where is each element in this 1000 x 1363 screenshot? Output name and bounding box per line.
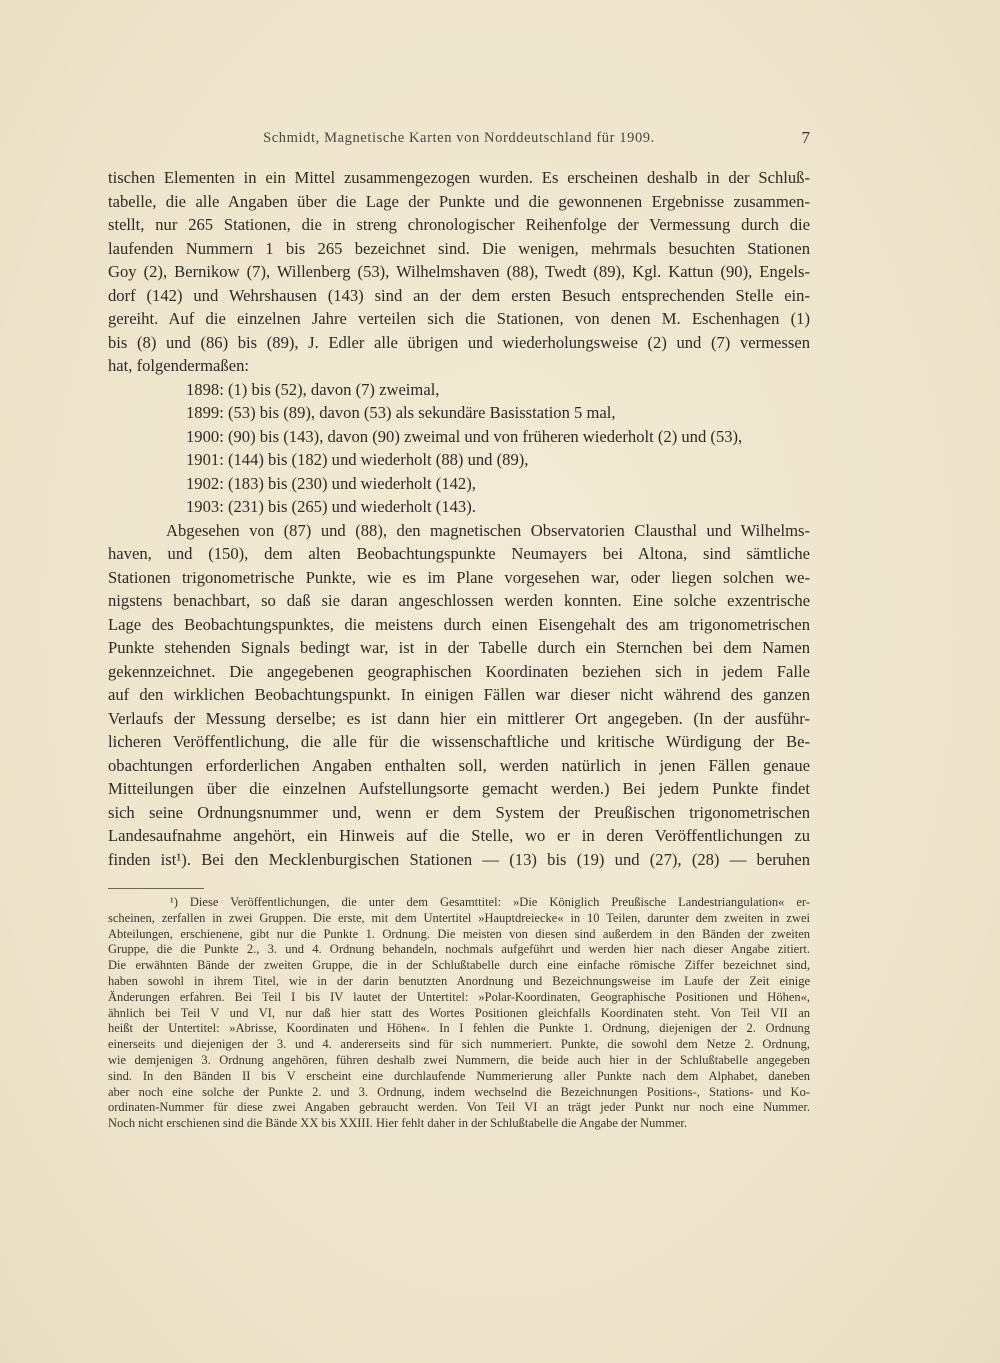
year-list-item: 1898: (1) bis (52), davon (7) zweimal, xyxy=(186,379,440,399)
running-header xyxy=(108,130,810,154)
text-line: Stationen trigonometrische Punkte, wie es im Plane vorgesehen war, oder liegen solchen we- xyxy=(108,567,810,587)
footnote-line: Gruppe, die die Punkte 2., 3. und 4. Ordnung behandeln, nochmals aufgeführt und werden hier nach dieser Angabe zitiert. xyxy=(108,942,810,957)
body-text xyxy=(108,166,810,871)
page-number: 7 xyxy=(801,128,810,147)
text-line: Lage des Beobachtungspunktes, die meistens durch einen Eisengehalt des am trigonometrischen xyxy=(108,614,810,634)
footnote-line: haben sowohl in ihrem Titel, wie in der darin benutzten Anordnung und Bezeichnungsweise im Laufe der Zeit einige xyxy=(108,973,810,988)
year-list-item: 1902: (183) bis (230) und wiederholt (142), xyxy=(186,473,476,493)
footnote-line: Die erwähnten Bände der zweiten Gruppe, die in der Schlußtabelle durch eine einfache römische Ziffer bezeichnet sind, xyxy=(108,958,810,973)
footnote-line: scheinen, zerfallen in zwei Gruppen. Die erste, mit dem Untertitel »Hauptdreiecke« in 10 Teilen, darunter dem zweiten in zwei xyxy=(108,910,810,925)
text-line: laufenden Nummern 1 bis 265 bezeichnet sind. Die wenigen, mehrmals besuchten Stationen xyxy=(108,238,810,258)
text-line: Goy (2), Bernikow (7), Willenberg (53), Wilhelmshaven (88), Twedt (89), Kgl. Kattun (90), Engels- xyxy=(108,262,810,281)
footnote-line: einerseits und diejenigen der 3. und 4. andererseits sind für sich nummeriert. Punkte, die sowohl dem Netze 2. Ordnung, xyxy=(108,1037,810,1052)
text-line: auf den wirklichen Beobachtungspunkt. In einigen Fällen war dieser nicht während des ganzen xyxy=(108,685,810,704)
footnote xyxy=(108,895,810,1132)
text-line: finden ist¹). Bei den Mecklenburgischen Stationen — (13) bis (19) und (27), (28) — beruhen xyxy=(108,849,810,869)
text-line: Mitteilungen über die einzelnen Aufstellungsorte gemacht werden.) Bei jedem Punkte findet xyxy=(108,779,810,798)
text-line: hat, folgendermaßen: xyxy=(108,356,249,375)
text-line: sich seine Ordnungsnummer und, wenn er dem System der Preußischen trigonometrischen xyxy=(108,802,810,822)
year-list-item: 1903: (231) bis (265) und wiederholt (143). xyxy=(186,497,476,516)
year-list-item: 1900: (90) bis (143), davon (90) zweimal und von früheren wiederholt (2) und (53), xyxy=(186,426,743,446)
text-line: Abgesehen von (87) und (88), den magnetischen Observatorien Clausthal und Wilhelms- xyxy=(166,520,810,540)
text-line: haven, und (150), dem alten Beobachtungspunkte Neumayers bei Altona, sind sämtliche xyxy=(108,544,810,563)
text-line: licheren Veröffentlichung, die alle für die wissenschaftliche und kritische Würdigung der Be- xyxy=(108,732,810,751)
footnote-line: Abteilungen, erschienene, gibt nur die Punkte 1. Ordnung. Die meisten von diesen sind außerdem in den Bänden der zweiten xyxy=(108,926,810,941)
text-line: stellt, nur 265 Stationen, die in streng chronologischer Reihenfolge der Vermessung durch die xyxy=(108,215,810,234)
footnote-divider xyxy=(108,888,204,889)
year-list-item: 1899: (53) bis (89), davon (53) als sekundäre Basisstation 5 mal, xyxy=(186,403,616,422)
text-line: dorf (142) und Wehrshausen (143) sind an der dem ersten Besuch entsprechenden Stelle ein- xyxy=(108,285,810,305)
footnote-line: Noch nicht erschienen sind die Bände XX bis XXIII. Hier fehlt daher in der Schlußtabelle die Angabe der Nummer. xyxy=(108,1116,687,1131)
text-line: bis (8) und (86) bis (89), J. Edler alle übrigen und wiederholungsweise (2) und (7) vermessen xyxy=(108,332,810,352)
running-title: Schmidt, Magnetische Karten von Norddeutschland für 1909. xyxy=(263,130,655,146)
footnote-line: aber noch eine solche der Punkte 2. und 3. Ordnung, indem wechselnd die Bezeichnungen Positions-, Stations- und Ko- xyxy=(108,1084,810,1099)
year-list-item: 1901: (144) bis (182) und wiederholt (88) und (89), xyxy=(186,450,529,469)
footnote-line: ähnlich bei Teil V und VI, nur daß hier statt des Wortes Positionen gleichfalls Koordinaten steht. Von Teil VII an xyxy=(108,1005,810,1020)
footnote-line: wie demjenigen 3. Ordnung angehören, führen deshalb zwei Nummern, die beide auch hier in der Schlußtabelle angegeben xyxy=(108,1052,810,1067)
footnote-line: Änderungen erfahren. Bei Teil I bis IV lautet der Untertitel: »Polar-Koordinaten, Geographische Positionen und Höhen«, xyxy=(108,989,810,1004)
text-line: Punkte stehenden Signals bedingt war, ist in der Tabelle durch ein Sternchen bei dem Namen xyxy=(108,638,810,657)
text-line: nigstens benachbart, so daß sie daran angeschlossen werden konnten. Eine solche exzentrische xyxy=(108,591,810,610)
footnote-line: ¹) Diese Veröffentlichungen, die unter dem Gesamttitel: »Die Königlich Preußische Landestriangulation« er- xyxy=(170,895,810,909)
text-line: obachtungen erforderlichen Angaben enthalten soll, werden natürlich in jenen Fällen genaue xyxy=(108,755,810,775)
text-line: gekennzeichnet. Die angegebenen geographischen Koordinaten beziehen sich in jedem Falle xyxy=(108,661,810,681)
text-line: tischen Elementen in ein Mittel zusammengezogen wurden. Es erscheinen deshalb in der Schluß- xyxy=(108,168,810,187)
text-line: Landesaufnahme angehört, ein Hinweis auf die Stelle, wo er in deren Veröffentlichungen zu xyxy=(108,826,810,845)
text-line: Verlaufs der Messung derselbe; es ist dann hier ein mittlerer Ort angegeben. (In der ausführ- xyxy=(108,708,810,728)
footnote-line: heißt der Untertitel: »Abrisse, Koordinaten und Höhen«. In I fehlen die Punkte 1. Ordnung, diejenigen der 2. Ordnung xyxy=(108,1021,810,1036)
footnote-line: ordinaten-Nummer für diese zwei Angaben gebraucht werden. Von Teil VI an trägt jeder Punkt nur noch eine Nummer. xyxy=(108,1100,810,1115)
footnote-line: sind. In den Bänden II bis V erscheint eine durchlaufende Nummerierung aller Punkte nach dem Alphabet, daneben xyxy=(108,1068,810,1083)
text-line: tabelle, die alle Angaben über die Lage der Punkte und die gewonnenen Ergebnisse zusammen- xyxy=(108,191,810,211)
text-line: gereiht. Auf die einzelnen Jahre verteilen sich die Stationen, von denen M. Eschenhagen (1) xyxy=(108,309,810,328)
